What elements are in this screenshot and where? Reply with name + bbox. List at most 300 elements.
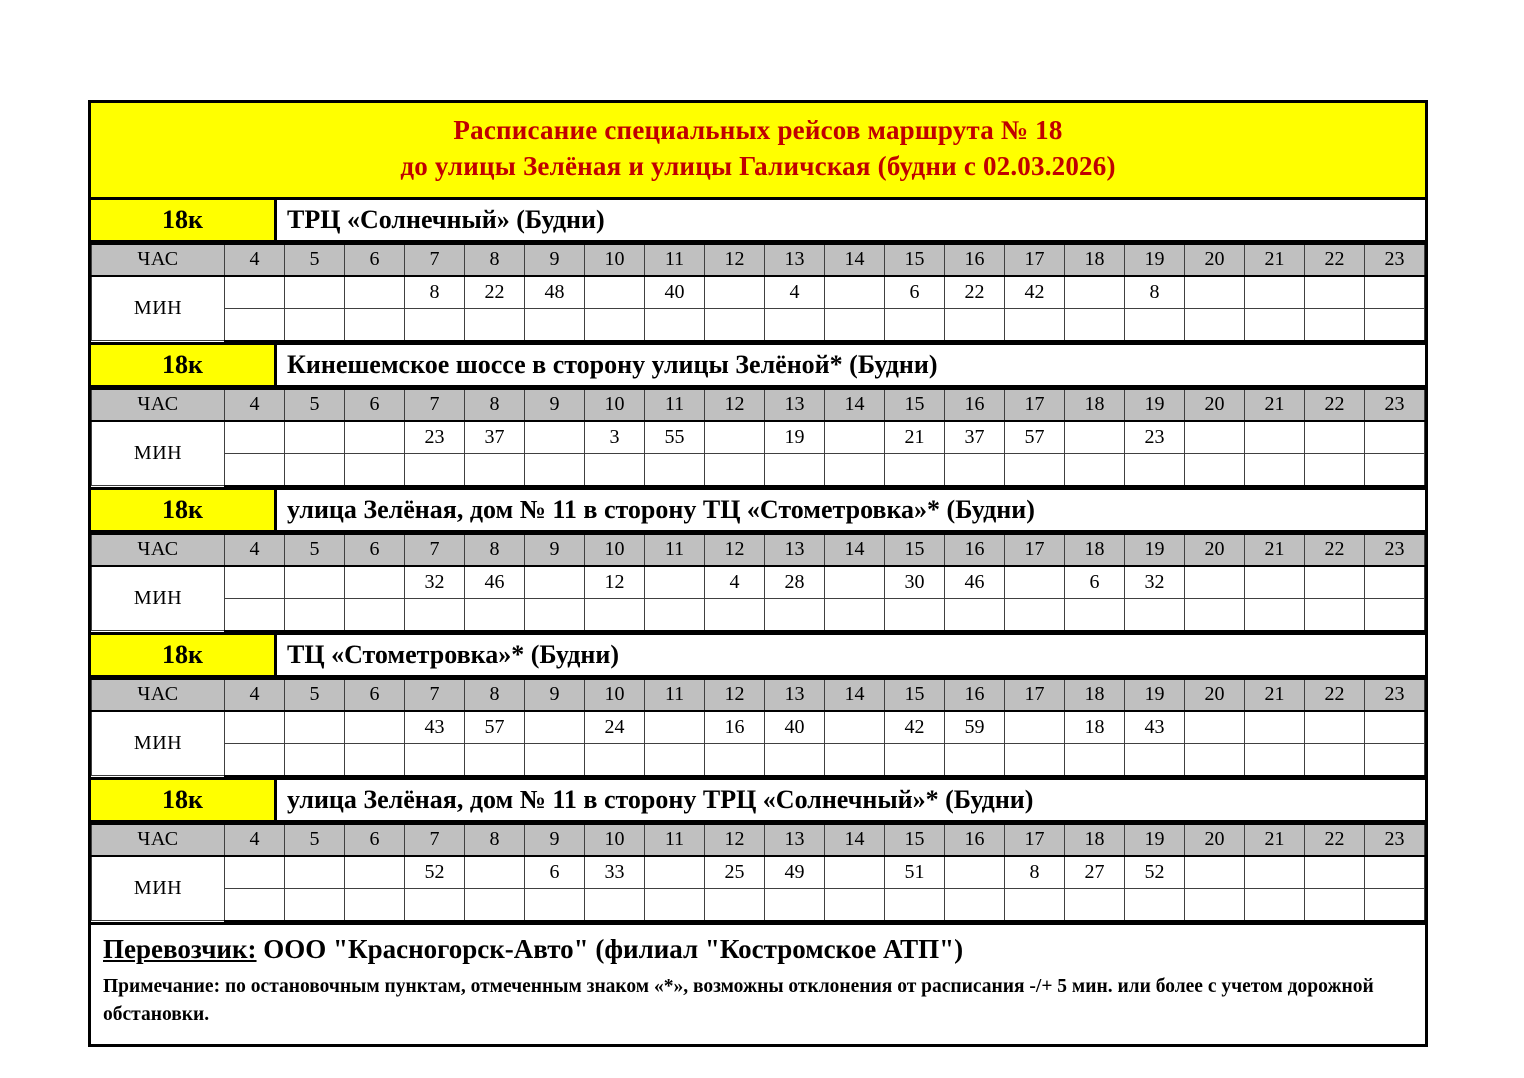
minute-cell: 8	[405, 276, 465, 309]
hour-cell: 8	[465, 534, 525, 566]
hour-cell: 7	[405, 389, 465, 421]
hour-cell: 13	[765, 389, 825, 421]
minute-label: МИН	[92, 421, 225, 486]
hour-cell: 19	[1125, 679, 1185, 711]
minute-cell	[705, 308, 765, 341]
minute-row	[92, 453, 1425, 486]
schedule-table	[91, 823, 1425, 922]
hour-cell: 6	[345, 389, 405, 421]
minute-cell	[405, 453, 465, 486]
schedule-section	[91, 780, 1425, 925]
minute-cell	[765, 453, 825, 486]
hour-cell: 23	[1365, 389, 1425, 421]
minute-cell	[405, 598, 465, 631]
minute-cell	[525, 598, 585, 631]
minute-cell	[345, 598, 405, 631]
hour-cell: 5	[285, 389, 345, 421]
hour-cell: 20	[1185, 824, 1245, 856]
minute-cell: 6	[1065, 566, 1125, 599]
hour-cell: 15	[885, 244, 945, 276]
hour-cell: 10	[585, 244, 645, 276]
minute-cell	[1305, 743, 1365, 776]
minute-cell	[1185, 743, 1245, 776]
hour-cell: 7	[405, 534, 465, 566]
minute-cell	[765, 308, 825, 341]
minute-cell: 21	[885, 421, 945, 454]
note-text: Примечание: по остановочным пунктам, отмеченным знаком «*», возможны отклонения от расписания -/+ 5 мин. или более с учетом дорожной обстановки.	[103, 976, 1374, 1026]
minute-cell	[705, 743, 765, 776]
minute-cell: 4	[705, 566, 765, 599]
minute-row	[92, 276, 1425, 309]
carrier-label: Перевозчик:	[103, 933, 257, 964]
hour-cell: 23	[1365, 679, 1425, 711]
minute-cell	[1365, 743, 1425, 776]
minute-cell	[1365, 308, 1425, 341]
title-line-1: Расписание специальных рейсов маршрута № 18	[453, 115, 1063, 145]
minute-cell	[945, 856, 1005, 889]
hour-cell: 23	[1365, 534, 1425, 566]
hour-label: ЧАС	[92, 389, 225, 421]
minute-cell	[1305, 566, 1365, 599]
schedule-table	[91, 678, 1425, 777]
hour-cell: 12	[705, 679, 765, 711]
section-destination: улица Зелёная, дом № 11 в сторону ТРЦ «Солнечный»* (Будни)	[287, 784, 1034, 814]
minute-cell	[1365, 888, 1425, 921]
minute-cell: 6	[885, 276, 945, 309]
section-header	[91, 490, 1425, 533]
minute-label: МИН	[92, 276, 225, 341]
hour-cell: 16	[945, 824, 1005, 856]
minute-row	[92, 888, 1425, 921]
minute-cell	[825, 711, 885, 744]
hour-cell: 20	[1185, 534, 1245, 566]
hour-cell: 20	[1185, 679, 1245, 711]
minute-cell	[825, 598, 885, 631]
minute-cell: 40	[765, 711, 825, 744]
minute-cell	[405, 888, 465, 921]
hour-cell: 12	[705, 824, 765, 856]
hour-cell: 19	[1125, 824, 1185, 856]
minute-cell	[1245, 453, 1305, 486]
minute-row	[92, 308, 1425, 341]
hour-cell: 4	[225, 534, 285, 566]
minute-cell	[1305, 598, 1365, 631]
minute-cell: 46	[465, 566, 525, 599]
hour-cell: 5	[285, 534, 345, 566]
hour-cell: 5	[285, 679, 345, 711]
minute-cell	[525, 711, 585, 744]
hour-cell: 15	[885, 389, 945, 421]
minute-cell: 3	[585, 421, 645, 454]
minute-cell	[825, 421, 885, 454]
minute-cell	[525, 743, 585, 776]
hour-header-row	[92, 534, 1425, 566]
hour-cell: 4	[225, 389, 285, 421]
hour-cell: 18	[1065, 824, 1125, 856]
minute-cell	[885, 598, 945, 631]
hour-header-row	[92, 679, 1425, 711]
hour-cell: 18	[1065, 679, 1125, 711]
minute-cell	[945, 308, 1005, 341]
minute-cell: 33	[585, 856, 645, 889]
minute-cell: 43	[405, 711, 465, 744]
minute-cell	[345, 888, 405, 921]
hour-label: ЧАС	[92, 824, 225, 856]
schedule-table	[91, 243, 1425, 342]
minute-cell	[1065, 888, 1125, 921]
minute-cell	[645, 856, 705, 889]
minute-cell	[1365, 453, 1425, 486]
minute-cell	[285, 453, 345, 486]
minute-label: МИН	[92, 711, 225, 776]
minute-cell	[1185, 276, 1245, 309]
minute-cell: 37	[945, 421, 1005, 454]
minute-cell: 22	[465, 276, 525, 309]
hour-cell: 15	[885, 534, 945, 566]
hour-header-row	[92, 824, 1425, 856]
section-header	[91, 780, 1425, 823]
minute-cell: 12	[585, 566, 645, 599]
hour-cell: 23	[1365, 824, 1425, 856]
minute-cell	[1125, 888, 1185, 921]
minute-cell	[585, 276, 645, 309]
footer-block	[91, 925, 1425, 1044]
minute-cell	[1005, 598, 1065, 631]
minute-cell	[825, 856, 885, 889]
minute-cell	[765, 743, 825, 776]
hour-cell: 19	[1125, 389, 1185, 421]
route-badge: 18к	[91, 490, 277, 530]
minute-cell	[585, 453, 645, 486]
section-header	[91, 200, 1425, 243]
minute-cell	[1125, 308, 1185, 341]
minute-cell: 27	[1065, 856, 1125, 889]
minute-cell	[1125, 743, 1185, 776]
minute-cell	[1185, 888, 1245, 921]
minute-cell: 22	[945, 276, 1005, 309]
hour-cell: 14	[825, 389, 885, 421]
carrier-value: ООО "Красногорск-Авто" (филиал "Костромское АТП")	[256, 933, 964, 964]
minute-cell	[1305, 711, 1365, 744]
minute-cell	[1065, 453, 1125, 486]
minute-cell	[1305, 888, 1365, 921]
minute-cell	[1245, 856, 1305, 889]
minute-cell: 57	[465, 711, 525, 744]
schedule-sheet	[88, 100, 1428, 1047]
schedule-table	[91, 533, 1425, 632]
hour-cell: 22	[1305, 389, 1365, 421]
minute-cell: 46	[945, 566, 1005, 599]
hour-cell: 6	[345, 244, 405, 276]
minute-cell	[585, 743, 645, 776]
minute-cell	[345, 453, 405, 486]
hour-cell: 14	[825, 679, 885, 711]
minute-cell	[645, 566, 705, 599]
minute-cell	[885, 888, 945, 921]
minute-cell	[345, 711, 405, 744]
minute-cell	[225, 453, 285, 486]
minute-cell: 37	[465, 421, 525, 454]
minute-cell	[225, 421, 285, 454]
minute-cell	[345, 856, 405, 889]
minute-cell: 51	[885, 856, 945, 889]
minute-cell	[945, 888, 1005, 921]
minute-cell	[525, 888, 585, 921]
schedule-table	[91, 388, 1425, 487]
schedule-section	[91, 635, 1425, 780]
minute-cell	[705, 421, 765, 454]
minute-cell	[1185, 308, 1245, 341]
minute-cell	[1245, 566, 1305, 599]
hour-cell: 14	[825, 244, 885, 276]
minute-cell: 18	[1065, 711, 1125, 744]
hour-cell: 9	[525, 824, 585, 856]
minute-cell	[285, 566, 345, 599]
minute-cell	[525, 453, 585, 486]
minute-cell	[1005, 566, 1065, 599]
minute-cell	[225, 276, 285, 309]
hour-cell: 21	[1245, 824, 1305, 856]
hour-cell: 11	[645, 679, 705, 711]
minute-cell	[1185, 856, 1245, 889]
hour-cell: 5	[285, 244, 345, 276]
minute-cell	[1005, 711, 1065, 744]
minute-cell	[645, 453, 705, 486]
minute-cell	[945, 598, 1005, 631]
minute-cell: 24	[585, 711, 645, 744]
minute-cell	[1245, 421, 1305, 454]
hour-cell: 10	[585, 534, 645, 566]
schedule-section	[91, 490, 1425, 635]
minute-cell	[285, 856, 345, 889]
minute-cell	[345, 566, 405, 599]
minute-cell: 23	[1125, 421, 1185, 454]
minute-cell: 30	[885, 566, 945, 599]
hour-cell: 22	[1305, 679, 1365, 711]
hour-cell: 21	[1245, 389, 1305, 421]
minute-cell	[525, 566, 585, 599]
hour-cell: 10	[585, 824, 645, 856]
minute-cell: 42	[1005, 276, 1065, 309]
hour-cell: 23	[1365, 244, 1425, 276]
hour-header-row	[92, 389, 1425, 421]
minute-cell	[645, 308, 705, 341]
hour-cell: 9	[525, 534, 585, 566]
minute-cell	[1185, 711, 1245, 744]
hour-cell: 7	[405, 679, 465, 711]
minute-cell	[1185, 421, 1245, 454]
minute-cell	[825, 743, 885, 776]
hour-cell: 6	[345, 679, 405, 711]
hour-cell: 15	[885, 679, 945, 711]
minute-cell	[465, 453, 525, 486]
minute-cell	[285, 598, 345, 631]
minute-cell	[645, 743, 705, 776]
minute-cell	[1245, 598, 1305, 631]
minute-cell	[1245, 888, 1305, 921]
hour-cell: 8	[465, 244, 525, 276]
hour-cell: 11	[645, 534, 705, 566]
title-line-2: до улицы Зелёная и улицы Галичская (будни с 02.03.2026)	[400, 150, 1116, 181]
hour-cell: 22	[1305, 534, 1365, 566]
minute-cell	[285, 421, 345, 454]
minute-cell	[465, 888, 525, 921]
minute-cell: 52	[1125, 856, 1185, 889]
minute-cell	[825, 888, 885, 921]
minute-cell	[1005, 888, 1065, 921]
minute-cell	[285, 888, 345, 921]
hour-cell: 20	[1185, 389, 1245, 421]
hour-cell: 6	[345, 824, 405, 856]
section-destination: ТЦ «Стометровка»* (Будни)	[287, 639, 620, 669]
minute-cell	[1365, 598, 1425, 631]
hour-cell: 21	[1245, 244, 1305, 276]
hour-label: ЧАС	[92, 679, 225, 711]
minute-cell: 42	[885, 711, 945, 744]
minute-cell	[705, 888, 765, 921]
hour-cell: 9	[525, 389, 585, 421]
minute-cell	[825, 276, 885, 309]
minute-cell	[345, 743, 405, 776]
hour-cell: 17	[1005, 244, 1065, 276]
hour-cell: 14	[825, 534, 885, 566]
minute-cell	[225, 743, 285, 776]
hour-cell: 4	[225, 824, 285, 856]
hour-cell: 17	[1005, 679, 1065, 711]
hour-cell: 13	[765, 824, 825, 856]
minute-cell	[885, 453, 945, 486]
minute-cell	[225, 888, 285, 921]
minute-cell	[1065, 276, 1125, 309]
minute-cell	[1065, 308, 1125, 341]
hour-cell: 16	[945, 389, 1005, 421]
minute-cell: 32	[1125, 566, 1185, 599]
minute-cell: 25	[705, 856, 765, 889]
hour-cell: 18	[1065, 244, 1125, 276]
minute-cell	[1065, 743, 1125, 776]
minute-cell	[1305, 276, 1365, 309]
hour-label: ЧАС	[92, 244, 225, 276]
section-destination: Кинешемское шоссе в сторону улицы Зелёной* (Будни)	[287, 349, 938, 379]
minute-cell	[825, 453, 885, 486]
minute-row	[92, 711, 1425, 744]
minute-cell	[585, 598, 645, 631]
hour-cell: 10	[585, 389, 645, 421]
hour-cell: 11	[645, 389, 705, 421]
minute-row	[92, 856, 1425, 889]
minute-cell	[705, 453, 765, 486]
minute-cell	[1185, 566, 1245, 599]
hour-header-row	[92, 244, 1425, 276]
title-block	[91, 103, 1425, 200]
carrier-line	[103, 933, 1413, 965]
minute-cell	[285, 308, 345, 341]
sections-container	[91, 200, 1425, 925]
hour-cell: 22	[1305, 824, 1365, 856]
minute-cell: 48	[525, 276, 585, 309]
minute-cell: 49	[765, 856, 825, 889]
hour-cell: 8	[465, 679, 525, 711]
minute-cell	[1245, 276, 1305, 309]
minute-cell	[345, 276, 405, 309]
minute-cell	[1185, 598, 1245, 631]
hour-cell: 14	[825, 824, 885, 856]
hour-cell: 12	[705, 244, 765, 276]
minute-cell	[225, 856, 285, 889]
hour-cell: 16	[945, 244, 1005, 276]
minute-cell	[645, 711, 705, 744]
minute-cell	[1005, 743, 1065, 776]
hour-cell: 19	[1125, 244, 1185, 276]
minute-cell	[285, 711, 345, 744]
minute-cell: 4	[765, 276, 825, 309]
minute-cell	[465, 598, 525, 631]
minute-cell	[825, 566, 885, 599]
hour-cell: 16	[945, 534, 1005, 566]
minute-cell	[225, 711, 285, 744]
hour-cell: 21	[1245, 534, 1305, 566]
hour-cell: 13	[765, 244, 825, 276]
minute-cell	[345, 308, 405, 341]
minute-cell	[1365, 566, 1425, 599]
minute-cell	[1185, 453, 1245, 486]
minute-cell	[1245, 743, 1305, 776]
minute-cell	[1305, 856, 1365, 889]
hour-cell: 4	[225, 679, 285, 711]
minute-cell	[405, 308, 465, 341]
hour-cell: 8	[465, 824, 525, 856]
minute-cell: 55	[645, 421, 705, 454]
hour-cell: 17	[1005, 389, 1065, 421]
hour-cell: 9	[525, 679, 585, 711]
hour-cell: 7	[405, 824, 465, 856]
hour-cell: 22	[1305, 244, 1365, 276]
minute-cell	[1305, 308, 1365, 341]
minute-cell	[1245, 308, 1305, 341]
minute-cell: 23	[405, 421, 465, 454]
hour-cell: 7	[405, 244, 465, 276]
minute-cell: 32	[405, 566, 465, 599]
minute-cell	[345, 421, 405, 454]
minute-cell	[825, 308, 885, 341]
minute-cell	[1005, 453, 1065, 486]
hour-cell: 11	[645, 824, 705, 856]
minute-cell	[645, 598, 705, 631]
hour-cell: 15	[885, 824, 945, 856]
minute-cell	[645, 888, 705, 921]
minute-row	[92, 598, 1425, 631]
schedule-section	[91, 200, 1425, 345]
minute-cell	[765, 888, 825, 921]
minute-cell	[1065, 421, 1125, 454]
minute-cell: 19	[765, 421, 825, 454]
section-header	[91, 635, 1425, 678]
minute-cell	[1125, 453, 1185, 486]
minute-label: МИН	[92, 856, 225, 921]
minute-cell	[885, 308, 945, 341]
minute-cell	[525, 421, 585, 454]
minute-cell: 57	[1005, 421, 1065, 454]
minute-cell	[945, 743, 1005, 776]
hour-cell: 13	[765, 534, 825, 566]
minute-cell	[585, 308, 645, 341]
route-badge: 18к	[91, 780, 277, 820]
minute-cell	[1245, 711, 1305, 744]
minute-row	[92, 566, 1425, 599]
minute-cell: 8	[1005, 856, 1065, 889]
minute-cell: 52	[405, 856, 465, 889]
hour-cell: 13	[765, 679, 825, 711]
